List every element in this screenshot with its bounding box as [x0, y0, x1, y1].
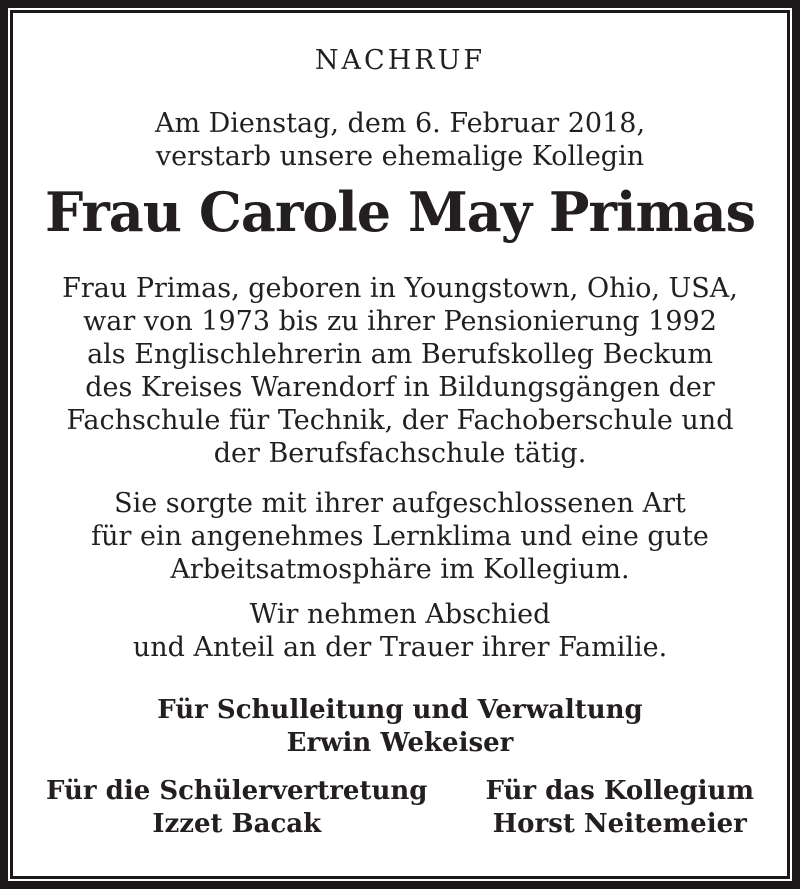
- paragraph-line: Sie sorgte mit ihrer aufgeschlossenen Art: [114, 488, 686, 519]
- paragraph-line: als Englischlehrerin am Berufskolleg Beckum: [87, 339, 713, 370]
- biography-paragraph: [13, 272, 787, 470]
- signature-role: Für die Schülervertretung: [46, 776, 428, 806]
- tribute-paragraph: [13, 487, 787, 586]
- paragraph-line: des Kreises Warendorf in Bildungsgängen der: [85, 372, 715, 403]
- announcement-line: verstarb unsere ehemalige Kollegin: [155, 141, 645, 172]
- signature-management: [13, 694, 787, 760]
- paragraph-line: der Berufsfachschule tätig.: [213, 438, 587, 469]
- paragraph-line: und Anteil an der Trauer ihrer Familie.: [132, 632, 668, 663]
- paragraph-line: Arbeitsatmosphäre im Kollegium.: [170, 554, 630, 585]
- death-announcement: [13, 107, 787, 173]
- signature-faculty: [485, 775, 754, 841]
- notice-type-heading: NACHRUF: [314, 45, 486, 76]
- signature-name: Horst Neitemeier: [492, 809, 747, 839]
- signature-name: Erwin Wekeiser: [286, 728, 514, 758]
- signature-students: [46, 775, 427, 841]
- obituary-notice: [10, 10, 790, 879]
- paragraph-line: Wir nehmen Abschied: [249, 599, 551, 630]
- announcement-line: Am Dienstag, dem 6. Februar 2018,: [154, 108, 646, 139]
- signature-role: Für das Kollegium: [485, 776, 754, 806]
- farewell-paragraph: [13, 598, 787, 664]
- paragraph-line: für ein angenehmes Lernklima und eine gute: [91, 521, 709, 552]
- signature-name: Izzet Bacak: [152, 809, 322, 839]
- paragraph-line: Frau Primas, geboren in Youngstown, Ohio, USA,: [62, 273, 738, 304]
- paragraph-line: Fachschule für Technik, der Fachoberschule und: [66, 405, 734, 436]
- signature-role: Für Schulleitung und Verwaltung: [157, 695, 643, 725]
- paragraph-line: war von 1973 bis zu ihrer Pensionierung 1992: [83, 306, 717, 337]
- signature-row: [13, 775, 787, 841]
- deceased-name: Frau Carole May Primas: [44, 180, 756, 244]
